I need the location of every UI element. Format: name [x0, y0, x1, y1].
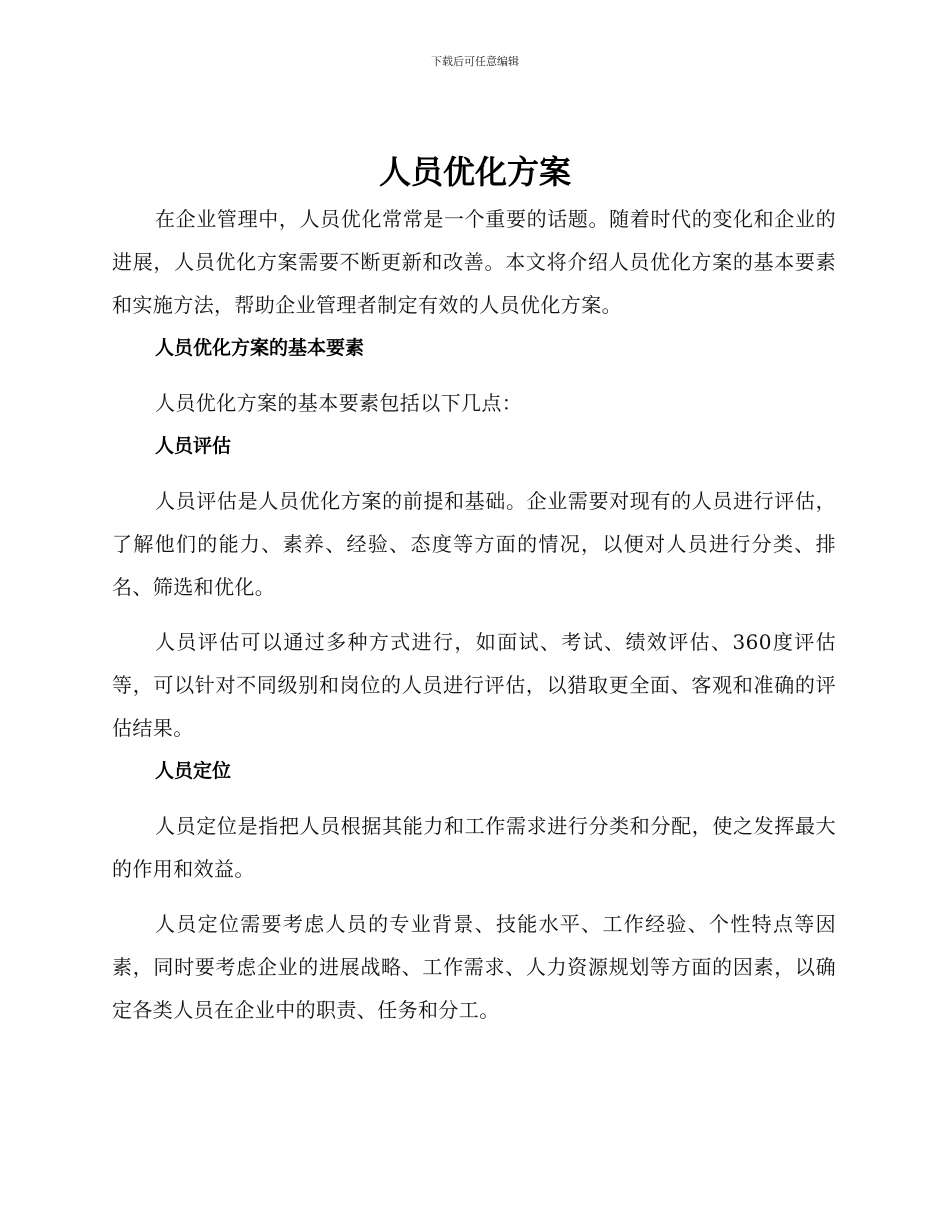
positioning-paragraph-1: 人员定位是指把人员根据其能力和工作需求进行分类和分配，使之发挥最大的作用和效益。	[112, 814, 836, 881]
document-title: 人员优化方案	[378, 153, 571, 191]
document-body	[112, 198, 836, 1032]
assessment-paragraph-2: 人员评估可以通过多种方式进行，如面试、考试、绩效评估、360度评估等，可以针对不同级别和岗位的人员进行评估，以猎取更全面、客观和准确的评估结果。	[112, 630, 836, 740]
header-note: 下载后可任意编辑	[431, 55, 519, 68]
section-heading-basic-elements: 人员优化方案的基本要素	[155, 337, 365, 359]
subheading-assessment: 人员评估	[155, 435, 232, 457]
subheading-positioning: 人员定位	[155, 760, 232, 782]
positioning-paragraph-2: 人员定位需要考虑人员的专业背景、技能水平、工作经验、个性特点等因素，同时要考虑企业的进展战略、工作需求、人力资源规划等方面的因素，以确定各类人员在企业中的职责、任务和分工。	[112, 912, 836, 1022]
intro-paragraph: 在企业管理中，人员优化常常是一个重要的话题。随着时代的变化和企业的进展，人员优化方案需要不断更新和改善。本文将介绍人员优化方案的基本要素和实施方法，帮助企业管理者制定有效的人员优化方案。	[112, 207, 836, 317]
assessment-paragraph-1: 人员评估是人员优化方案的前提和基础。企业需要对现有的人员进行评估，了解他们的能力、素养、经验、态度等方面的情况，以便对人员进行分类、排名、筛选和优化。	[112, 489, 836, 599]
section-lead-paragraph: 人员优化方案的基本要素包括以下几点：	[155, 391, 523, 415]
